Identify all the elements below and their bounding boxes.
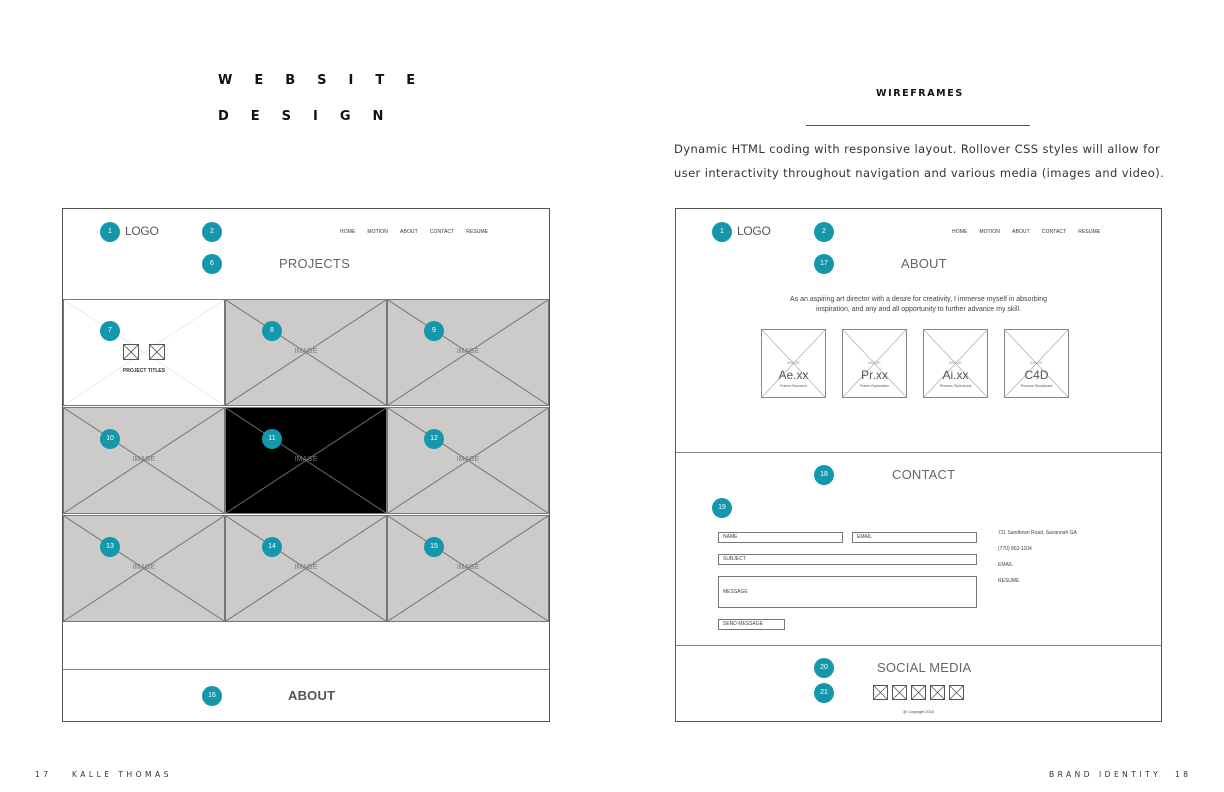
nav-motion[interactable]: MOTION <box>979 229 1001 235</box>
send-message-button[interactable]: SEND MESSAGE <box>718 619 785 630</box>
subject-field[interactable]: SUBJECT <box>718 554 977 565</box>
image-label: IMAGE <box>294 347 318 355</box>
project-titles-tile[interactable] <box>63 299 225 406</box>
social-media-title: SOCIAL MEDIA <box>877 660 972 675</box>
nav-motion[interactable]: MOTION <box>367 229 389 235</box>
badge-14: 14 <box>262 537 282 557</box>
heading-underline <box>806 125 1030 126</box>
description-line-1: Dynamic HTML coding with responsive layout. Rollover CSS styles will allow for <box>674 142 1161 156</box>
contact-phone: (770) 862-1104 <box>998 546 1032 552</box>
badge-16: 16 <box>202 686 222 706</box>
skill-name: Frame Research <box>780 384 807 388</box>
email-field[interactable]: EMAIL <box>852 532 977 543</box>
about-wireframe <box>675 208 1162 722</box>
description <box>674 137 1184 185</box>
project-image-tile[interactable] <box>225 515 387 622</box>
image-label: IMAGE <box>294 563 318 571</box>
badge-1: 1 <box>712 222 732 242</box>
badge-2: 2 <box>814 222 834 242</box>
badge-15: 15 <box>424 537 444 557</box>
skill-code: C4D <box>1024 368 1049 382</box>
image-label: IMAGE <box>456 347 480 355</box>
badge-13: 13 <box>100 537 120 557</box>
skill-name: Process Style/Icons <box>939 384 972 388</box>
social-icon[interactable] <box>911 685 926 700</box>
badge-9: 9 <box>424 321 444 341</box>
nav-menu <box>340 229 488 235</box>
badge-1: 1 <box>100 222 120 242</box>
badge-2: 2 <box>202 222 222 242</box>
section-divider <box>63 669 549 670</box>
image-label: IMAGE <box>456 563 480 571</box>
image-placeholder-icon <box>123 344 139 360</box>
skill-code: Pr.xx <box>861 368 888 382</box>
footer-section: BRAND IDENTITY <box>1049 770 1162 779</box>
project-image-tile[interactable] <box>63 515 225 622</box>
about-text-line-1: As an aspiring art director with a desire for creativity, I immerse myself in absorbing <box>789 296 1048 303</box>
wireframes-heading: WIREFRAMES <box>876 88 964 99</box>
social-icon[interactable] <box>892 685 907 700</box>
social-icon[interactable] <box>930 685 945 700</box>
badge-10: 10 <box>100 429 120 449</box>
skill-card[interactable] <box>1004 329 1069 398</box>
nav-home[interactable]: HOME <box>340 229 356 235</box>
badge-6: 6 <box>202 254 222 274</box>
badge-7: 7 <box>100 321 120 341</box>
badge-21: 21 <box>814 683 834 703</box>
contact-title: CONTACT <box>892 467 956 482</box>
projects-title: PROJECTS <box>279 256 350 271</box>
nav-contact[interactable]: CONTACT <box>1041 229 1067 235</box>
skill-name: Process Storyboard <box>1020 384 1053 388</box>
skill-image-label: IMAGE <box>787 360 800 365</box>
about-title: ABOUT <box>288 688 336 703</box>
about-title: ABOUT <box>901 256 947 271</box>
message-field[interactable]: MESSAGE <box>718 576 977 608</box>
project-image-tile[interactable] <box>63 407 225 514</box>
skill-image-label: IMAGE <box>868 360 881 365</box>
projects-wireframe <box>62 208 550 722</box>
badge-20: 20 <box>814 658 834 678</box>
project-image-tile[interactable] <box>387 407 549 514</box>
footer-page-number-left: 17 <box>35 770 52 779</box>
project-image-tile[interactable] <box>387 515 549 622</box>
skill-card[interactable] <box>842 329 907 398</box>
name-field[interactable]: NAME <box>718 532 843 543</box>
image-label: IMAGE <box>132 455 156 463</box>
contact-address: 711 Sandtown Road, Savannah GA <box>998 530 1077 536</box>
project-image-tile-active[interactable] <box>225 407 387 514</box>
badge-8: 8 <box>262 321 282 341</box>
section-divider <box>676 452 1161 453</box>
skill-image-label: IMAGE <box>949 360 962 365</box>
badge-17: 17 <box>814 254 834 274</box>
badge-19: 19 <box>712 498 732 518</box>
project-titles-label: PROJECT TITLES <box>122 368 166 374</box>
footer-page-number-right: 18 <box>1175 770 1192 779</box>
about-text-line-2: inspiration, and any and all opportunity to further advance my skill. <box>815 306 1022 313</box>
page-title-line-1: WEBSITE <box>218 73 438 88</box>
nav-about[interactable]: ABOUT <box>400 229 418 235</box>
skill-card[interactable] <box>761 329 826 398</box>
image-label: IMAGE <box>132 563 156 571</box>
badge-11: 11 <box>262 429 282 449</box>
nav-resume[interactable]: RESUME <box>466 229 489 235</box>
contact-email-link[interactable]: EMAIL <box>998 562 1014 568</box>
footer-author: KALLE THOMAS <box>72 770 172 779</box>
about-text <box>736 295 1101 315</box>
skill-card[interactable] <box>923 329 988 398</box>
nav-menu <box>952 229 1100 235</box>
nav-contact[interactable]: CONTACT <box>429 229 455 235</box>
social-icon[interactable] <box>949 685 964 700</box>
nav-about[interactable]: ABOUT <box>1012 229 1030 235</box>
image-label: IMAGE <box>456 455 480 463</box>
image-label: IMAGE <box>294 455 318 463</box>
section-divider <box>676 645 1161 646</box>
badge-18: 18 <box>814 465 834 485</box>
social-icon[interactable] <box>873 685 888 700</box>
image-placeholder-icon <box>149 344 165 360</box>
copyright: @ Copyright 2018 <box>903 710 934 714</box>
description-line-2: user interactivity throughout navigation and various media (images and video). <box>674 166 1165 180</box>
skill-code: Ae.xx <box>778 368 809 382</box>
project-image-tile[interactable] <box>225 299 387 406</box>
nav-home[interactable]: HOME <box>952 229 968 235</box>
logo[interactable]: LOGO <box>125 224 159 238</box>
skill-name: Frame Exploration <box>859 384 890 388</box>
nav-resume[interactable]: RESUME <box>1078 229 1101 235</box>
badge-12: 12 <box>424 429 444 449</box>
skill-image-label: IMAGE <box>1030 360 1043 365</box>
page-title-line-2: DESIGN <box>218 109 406 124</box>
logo[interactable]: LOGO <box>737 224 771 238</box>
skill-code: Ai.xx <box>942 368 969 382</box>
contact-resume-link[interactable]: RESUME <box>998 578 1020 584</box>
project-image-tile[interactable] <box>387 299 549 406</box>
